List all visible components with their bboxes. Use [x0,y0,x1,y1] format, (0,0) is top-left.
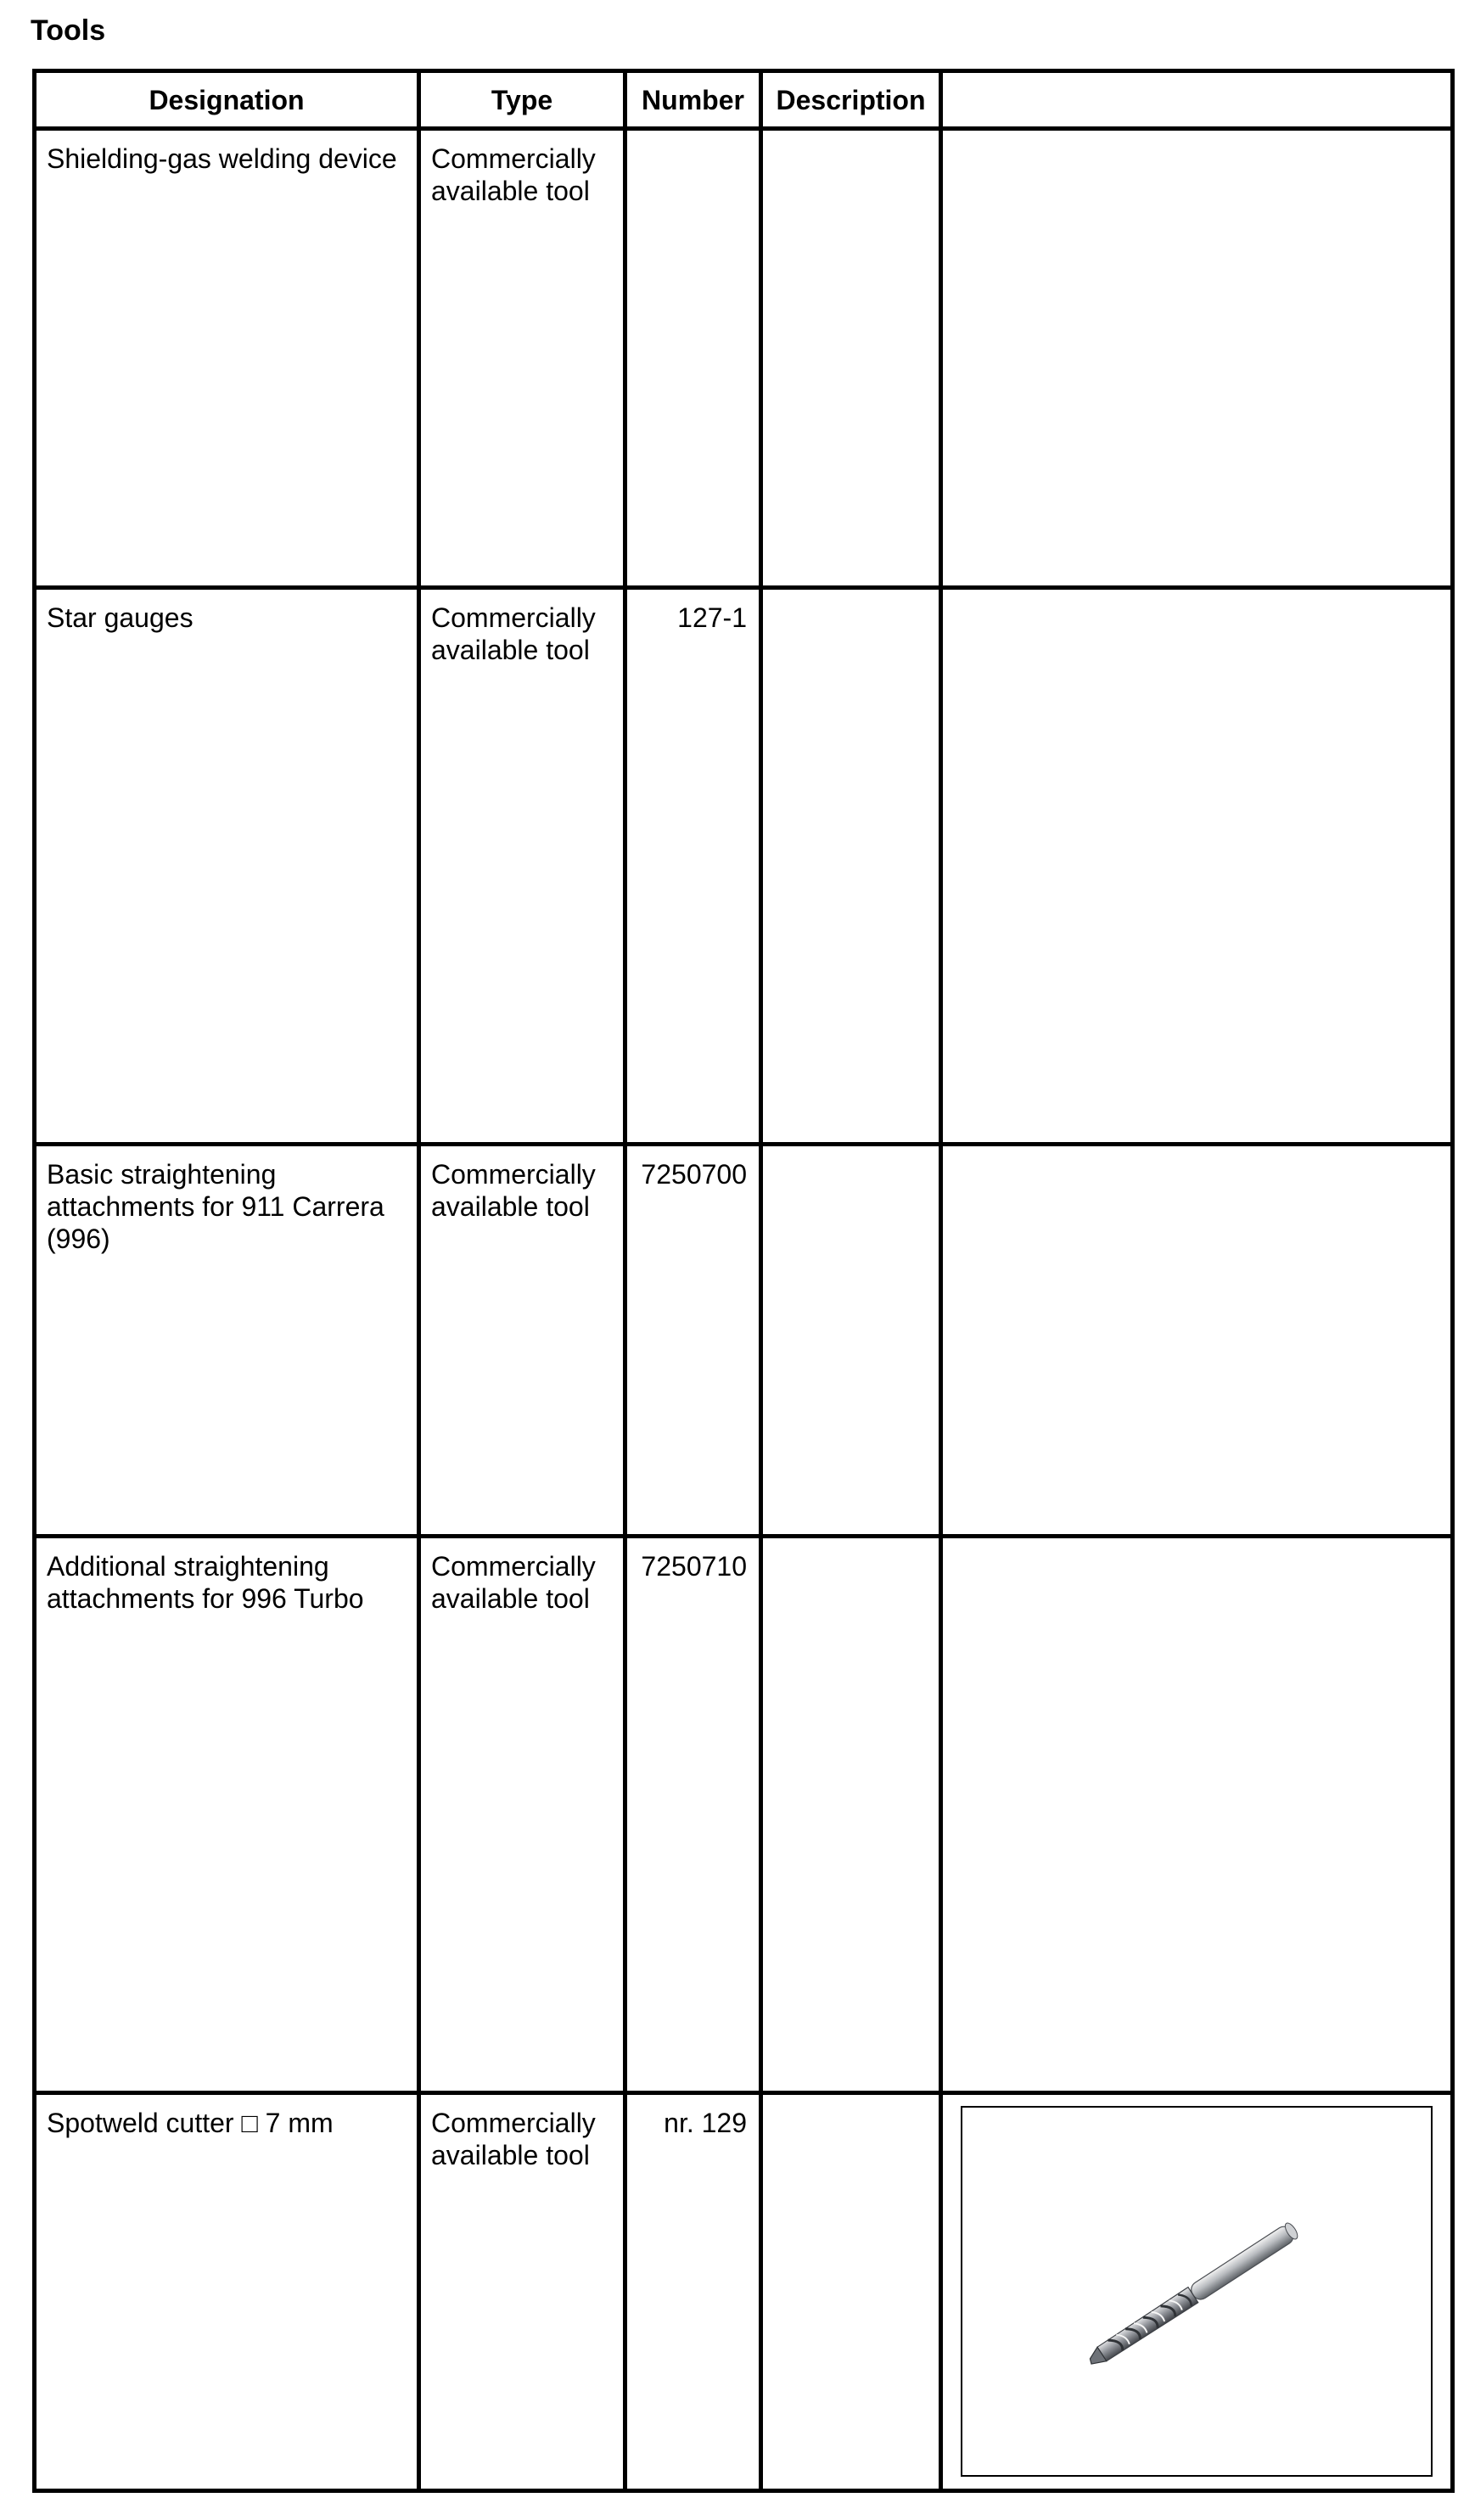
designation-text: Shielding-gas welding device [47,143,397,174]
image-cell [941,588,1453,1145]
description-text [763,2095,939,2107]
type-cell [419,1537,625,2093]
designation-cell [35,129,419,588]
designation-cell [35,588,419,1145]
designation-cell [35,1537,419,2093]
description-cell [761,129,941,588]
description-cell [761,1537,941,2093]
image-cell [941,1145,1453,1537]
designation-text: Spotweld cutter □ 7 mm [47,2107,334,2138]
type-text: Commercially available tool [431,2107,596,2170]
designation-cell [35,2092,419,2490]
designation-cell [35,1145,419,1537]
type-text: Commercially available tool [431,1551,596,1615]
table-row [35,1537,1453,2093]
table-row [35,1145,1453,1537]
table-header-row [35,71,1453,129]
number-text: 127-1 [677,602,747,634]
type-text: Commercially available tool [431,602,596,666]
number-cell [625,1537,761,2093]
tools-table [32,69,1455,2493]
number-cell [625,588,761,1145]
image-cell [941,1537,1453,2093]
header-type: Type [419,71,625,129]
description-text [763,1538,939,1550]
number-text: 7250710 [641,1551,747,1582]
description-cell [761,2092,941,2490]
type-cell [419,588,625,1145]
header-number: Number [625,71,761,129]
tool-image-frame [961,2106,1433,2477]
number-text: 7250700 [641,1159,747,1190]
designation-text: Star gauges [47,602,193,634]
number-cell [625,2092,761,2490]
type-cell [419,1145,625,1537]
type-text: Commercially available tool [431,143,596,206]
type-text: Commercially available tool [431,1159,596,1222]
table-row [35,2092,1453,2490]
designation-text: Additional straightening attachments for 996 Turbo [47,1551,364,1615]
page-title: Tools [31,14,106,47]
description-text [763,590,939,602]
header-designation: Designation [35,71,419,129]
table-row [35,129,1453,588]
table-row [35,588,1453,1145]
image-cell [941,129,1453,588]
designation-text: Basic straightening attachments for 911 Carrera (996) [47,1159,384,1254]
description-cell [761,1145,941,1537]
number-cell [625,129,761,588]
number-text: nr. 129 [664,2107,747,2138]
header-description: Description [761,71,941,129]
description-cell [761,588,941,1145]
image-cell [941,2092,1453,2490]
description-text [763,131,939,143]
drill-bit-icon [962,2108,1431,2475]
description-text [763,1146,939,1158]
number-text [627,131,759,143]
type-cell [419,2092,625,2490]
type-cell [419,129,625,588]
header-image [941,71,1453,129]
number-cell [625,1145,761,1537]
